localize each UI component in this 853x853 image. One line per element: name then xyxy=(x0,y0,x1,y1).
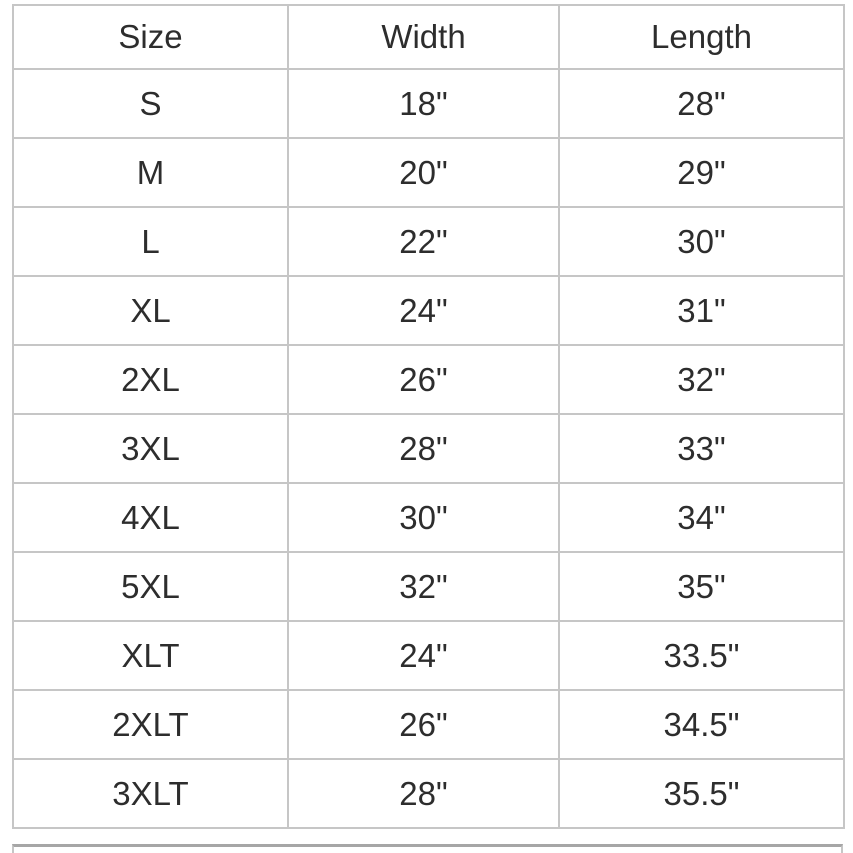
size-row xyxy=(13,414,844,483)
size-row xyxy=(13,69,844,138)
size-cell: 26" xyxy=(288,690,559,759)
column-header-size: Size xyxy=(13,5,288,69)
size-cell: 31" xyxy=(559,276,844,345)
column-header-width: Width xyxy=(288,5,559,69)
size-cell: 2XLT xyxy=(13,690,288,759)
size-cell: 33.5" xyxy=(559,621,844,690)
size-cell: 28" xyxy=(288,759,559,828)
size-row xyxy=(13,345,844,414)
size-row xyxy=(13,138,844,207)
size-row xyxy=(13,207,844,276)
size-cell: 4XL xyxy=(13,483,288,552)
size-cell: 18" xyxy=(288,69,559,138)
size-cell: 34" xyxy=(559,483,844,552)
size-cell: L xyxy=(13,207,288,276)
size-cell: 28" xyxy=(559,69,844,138)
size-cell: M xyxy=(13,138,288,207)
size-cell: 20" xyxy=(288,138,559,207)
size-cell: XLT xyxy=(13,621,288,690)
size-cell: 30" xyxy=(288,483,559,552)
size-cell: 28" xyxy=(288,414,559,483)
size-cell: 2XL xyxy=(13,345,288,414)
size-row xyxy=(13,552,844,621)
size-cell: 35" xyxy=(559,552,844,621)
size-row xyxy=(13,621,844,690)
size-cell: XL xyxy=(13,276,288,345)
size-cell: 26" xyxy=(288,345,559,414)
size-row xyxy=(13,276,844,345)
size-cell: 24" xyxy=(288,276,559,345)
size-cell: 32" xyxy=(288,552,559,621)
size-cell: 34.5" xyxy=(559,690,844,759)
size-cell: 24" xyxy=(288,621,559,690)
size-cell: 3XLT xyxy=(13,759,288,828)
size-row xyxy=(13,483,844,552)
size-cell: S xyxy=(13,69,288,138)
size-cell: 5XL xyxy=(13,552,288,621)
size-chart-body xyxy=(13,69,844,828)
size-chart-table xyxy=(12,4,845,829)
size-cell: 32" xyxy=(559,345,844,414)
size-cell: 3XL xyxy=(13,414,288,483)
size-cell: 30" xyxy=(559,207,844,276)
column-header-length: Length xyxy=(559,5,844,69)
size-row xyxy=(13,690,844,759)
next-table-top-edge xyxy=(12,844,843,853)
size-cell: 35.5" xyxy=(559,759,844,828)
header-row xyxy=(13,5,844,69)
size-cell: 29" xyxy=(559,138,844,207)
size-cell: 22" xyxy=(288,207,559,276)
size-cell: 33" xyxy=(559,414,844,483)
size-row xyxy=(13,759,844,828)
